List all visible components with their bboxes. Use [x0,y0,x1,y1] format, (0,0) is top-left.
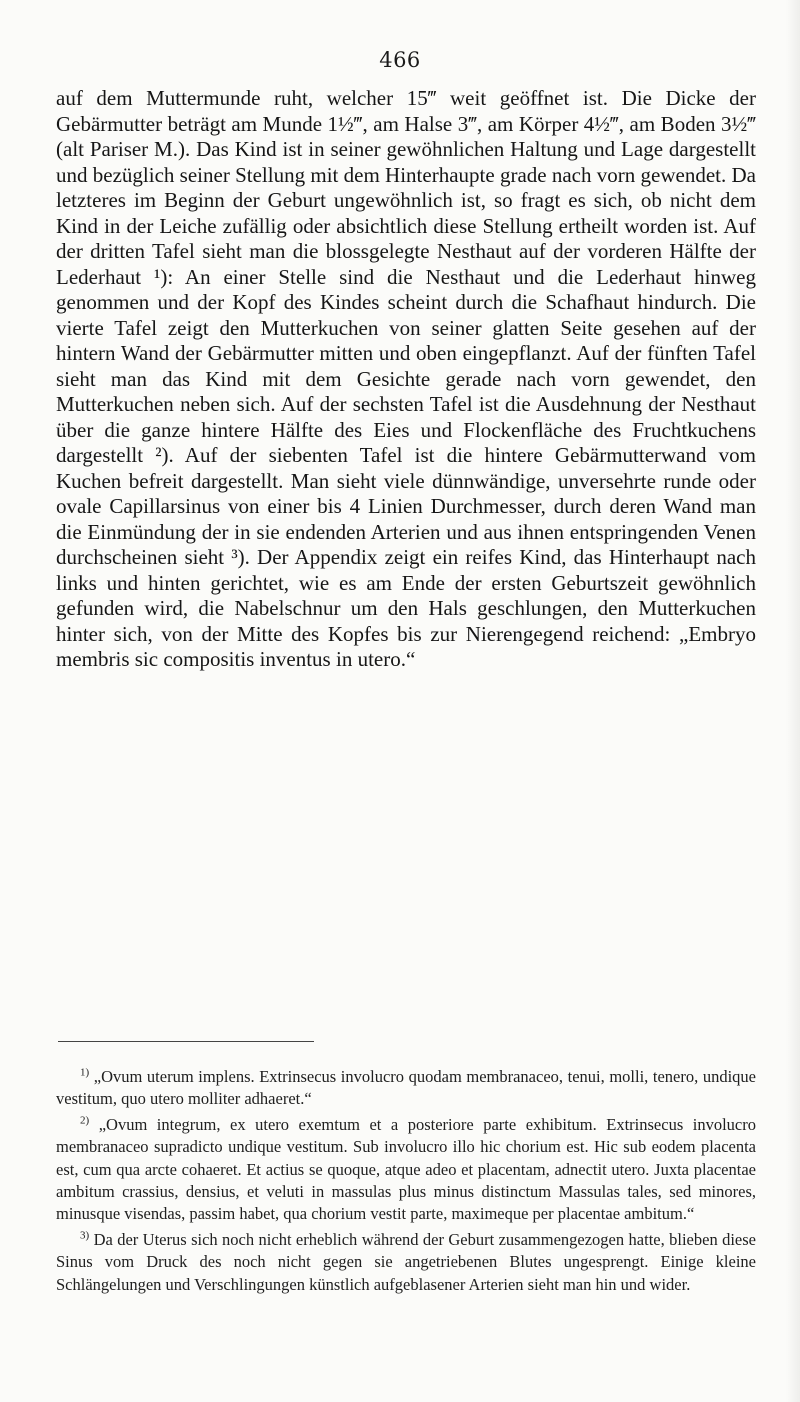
footnote-2-marker: 2) [80,1114,90,1127]
page-number: 466 [379,48,421,72]
footnote-2-text: „Ovum integrum, ex utero exemtum et a posteriore parte exhibitum. Extrinsecus involucro membranaceo supradicto undique vestitum. Sub involucro illo hic chorium est. Hic sub eodem placenta est, cum qua arcte cohaeret. Et actius se quoque, atque adeo et placentam, adnectit utero. Juxta placentae ambitum crassius, densius, et veluti in massulas plus minus distinctum Massulas tales, sed minores, minusque visendas, passim habet, qua chorium vestit parte, maximeque per placentae ambitum.“ [56,1114,756,1224]
footnotes-section [56,1066,756,1299]
footnote-2 [56,1114,756,1226]
main-text-block [56,86,756,673]
main-paragraph: auf dem Muttermunde ruht, welcher 15‴ weit geöffnet ist. Die Dicke der Gebärmutter beträgt am Munde 1½‴, am Halse 3‴, am Körper 4½‴, am Boden 3½‴ (alt Pariser M.). Das Kind ist in seiner gewöhnlichen Haltung und Lage dargestellt und bezüglich seiner Stellung mit dem Hinterhaupte grade nach vorn gewendet. Da letzteres im Beginn der Geburt ungewöhnlich ist, so fragt es sich, ob nicht dem Kind in der Leiche zufällig oder absichtlich diese Stellung ertheilt worden ist. Auf der dritten Tafel sieht man die blossgelegte Nesthaut auf der vorderen Hälfte der Lederhaut ¹): An einer Stelle sind die Nesthaut und die Lederhaut hinweg genommen und der Kopf des Kindes scheint durch die Schafhaut hindurch. Die vierte Tafel zeigt den Mutterkuchen von seiner glatten Seite gesehen auf der hintern Wand der Gebärmutter mitten und oben eingepflanzt. Auf der fünften Tafel sieht man das Kind mit dem Gesichte gerade nach vorn gewendet, den Mutterkuchen neben sich. Auf der sechsten Tafel ist die Ausdehnung der Nesthaut über die ganze hintere Hälfte des Eies und Flockenfläche des Fruchtkuchens dargestellt ²). Auf der siebenten Tafel ist die hintere Gebärmutterwand vom Kuchen befreit dargestellt. Man sieht viele dünnwändige, unversehrte runde oder ovale Capillarsinus von einer bis 4 Linien Durchmesser, durch deren Wand man die Einmündung der in sie endenden Arterien und aus ihnen entspringenden Venen durchscheinen sieht ³). Der Appendix zeigt ein reifes Kind, das Hinterhaupt nach links und hinten gerichtet, wie es am Ende der ersten Geburtszeit gewöhnlich gefunden wird, die Nabelschnur um den Hals geschlungen, den Mutterkuchen hinter sich, von der Mitte des Kopfes bis zur Nierengegend reichend: „Embryo membris sic compositis inventus in utero.“ [56,86,756,671]
footnote-1-marker: 1) [80,1066,90,1079]
footnote-divider [58,1041,314,1042]
page-edge-shading [786,0,800,1402]
footnote-1 [56,1066,756,1111]
footnote-3 [56,1229,756,1296]
footnote-3-text: Da der Uterus sich noch nicht erheblich während der Geburt zusammengezogen hatte, blieben diese Sinus vom Druck des noch nicht gegen sie angetriebenen Blutes ungesprengt. Einige kleine Schlängelungen und Verschlingungen künstlich aufgeblasener Arterien sieht man hin und wider. [56,1229,756,1294]
footnote-3-marker: 3) [80,1229,90,1242]
footnote-1-text: „Ovum uterum implens. Extrinsecus involucro quodam membranaceo, tenui, molli, tenero, undique vestitum, quo utero molliter adhaeret.“ [56,1067,756,1109]
